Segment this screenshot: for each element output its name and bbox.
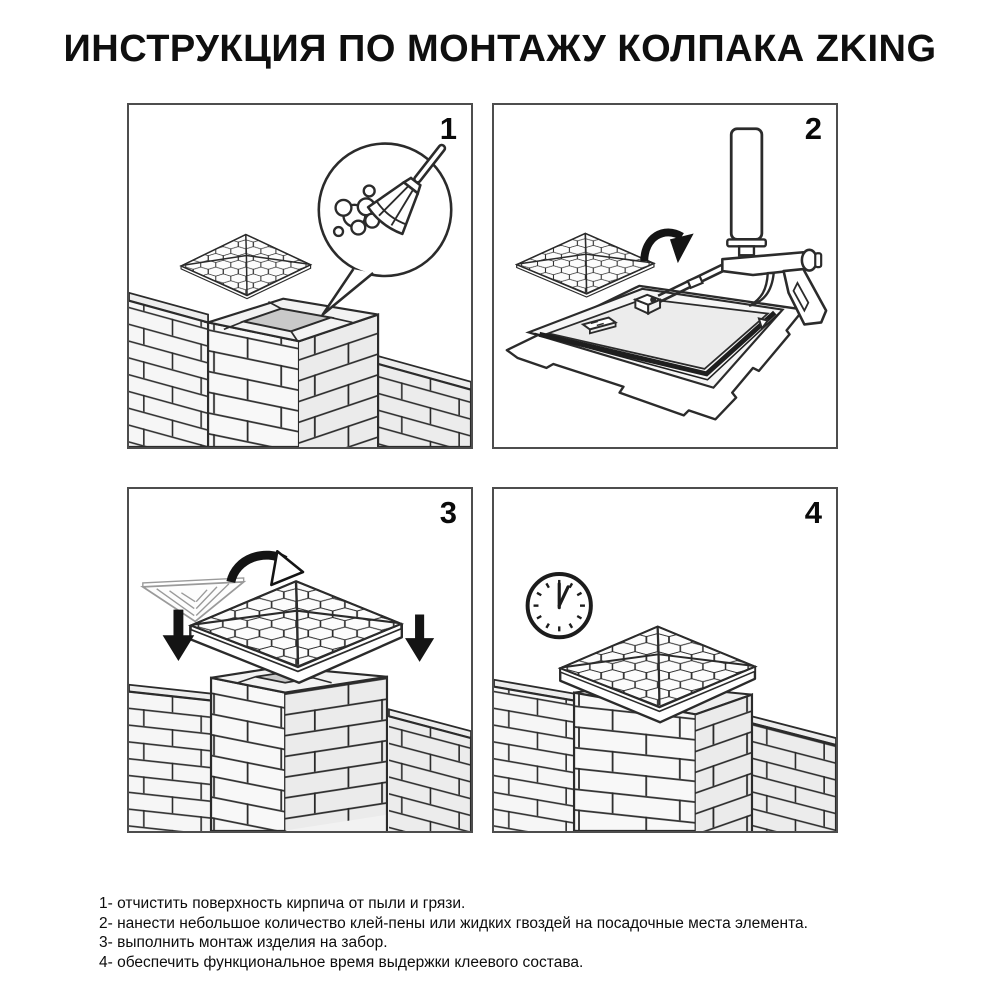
step-number: 4 — [804, 495, 822, 530]
step-panel-3 — [127, 487, 473, 833]
step-panel-4 — [492, 487, 838, 833]
step-panel-2 — [492, 103, 838, 449]
step-number: 3 — [439, 495, 457, 530]
instruction-line-4: 4- обеспечить функциональное время выдержки клеевого состава. — [99, 953, 584, 971]
illustration-step-4 — [494, 489, 836, 831]
step-number: 2 — [804, 111, 822, 146]
brick-wall-left — [129, 293, 212, 447]
step-number: 1 — [439, 111, 457, 146]
instructions-list — [99, 894, 808, 972]
illustration-step-3 — [129, 489, 471, 831]
brick-wall-right — [752, 677, 836, 831]
page-title: ИНСТРУКЦИЯ ПО МОНТАЖУ КОЛПАКА ZKING — [63, 28, 937, 70]
flip-arrow-icon — [644, 232, 693, 263]
clock-icon — [528, 574, 591, 637]
brick-wall-right — [389, 667, 471, 831]
flip-arrow-icon — [231, 551, 303, 585]
instruction-line-1: 1- отчистить поверхность кирпича от пыли и грязи. — [99, 895, 466, 912]
instruction-line-3: 3- выполнить монтаж изделия на забор. — [99, 934, 388, 952]
brick-wall-right — [378, 283, 471, 447]
cap-underside-tray — [507, 286, 804, 419]
brick-wall-left — [129, 685, 214, 831]
foam-gun-icon — [650, 129, 826, 325]
down-arrow-icon — [405, 615, 434, 662]
brick-pillar — [208, 299, 380, 447]
instruction-line-2: 2- нанести небольшое количество клей-пены или жидких гвоздей на посадочные места элемента. — [99, 914, 808, 932]
speech-balloon — [319, 132, 461, 314]
step-panel-1 — [127, 103, 473, 449]
brick-pillar — [211, 667, 389, 831]
cap-product — [174, 231, 319, 298]
illustration-step-1 — [129, 105, 471, 447]
brick-wall-left — [494, 680, 577, 831]
illustration-step-2 — [494, 105, 836, 447]
